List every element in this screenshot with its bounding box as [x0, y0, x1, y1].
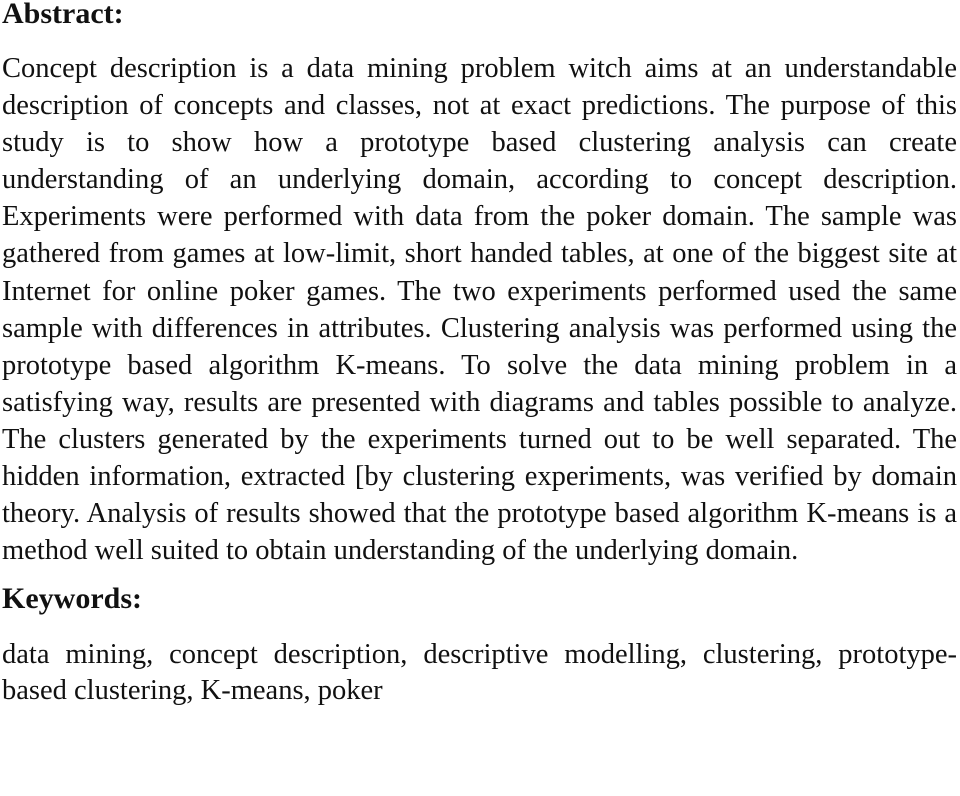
keywords-heading: Keywords: [2, 582, 142, 616]
abstract-heading: Abstract: [2, 0, 124, 30]
keywords-text: data mining, concept description, descriptive modelling, clustering, prototype-based clustering, K-means, poker [2, 639, 957, 707]
abstract-text: Concept description is a data mining problem witch aims at an understandable description of concepts and classes, not at exact predictions. The purpose of this study is to show how a prototype based clustering analysis can create understanding of an underlying domain, according to concept description. Experiments were performed with data from the poker domain. The sample was gathered from games at low-limit, short handed tables, at one of the biggest site at Internet for online poker games. The two experiments performed used the same sample with differences in attributes. Clustering analysis was performed using the prototype based algorithm K-means. To solve the data mining problem in a satisfying way, results are presented with diagrams and tables possible to analyze. The clusters generated by the experiments turned out to be well separated. The hidden information, extracted [by clustering experiments, was verified by domain theory. Analysis of results showed that the prototype based algorithm K-means is a method well suited to obtain understanding of the underlying domain. [2, 53, 957, 567]
document-page [2, 0, 957, 709]
